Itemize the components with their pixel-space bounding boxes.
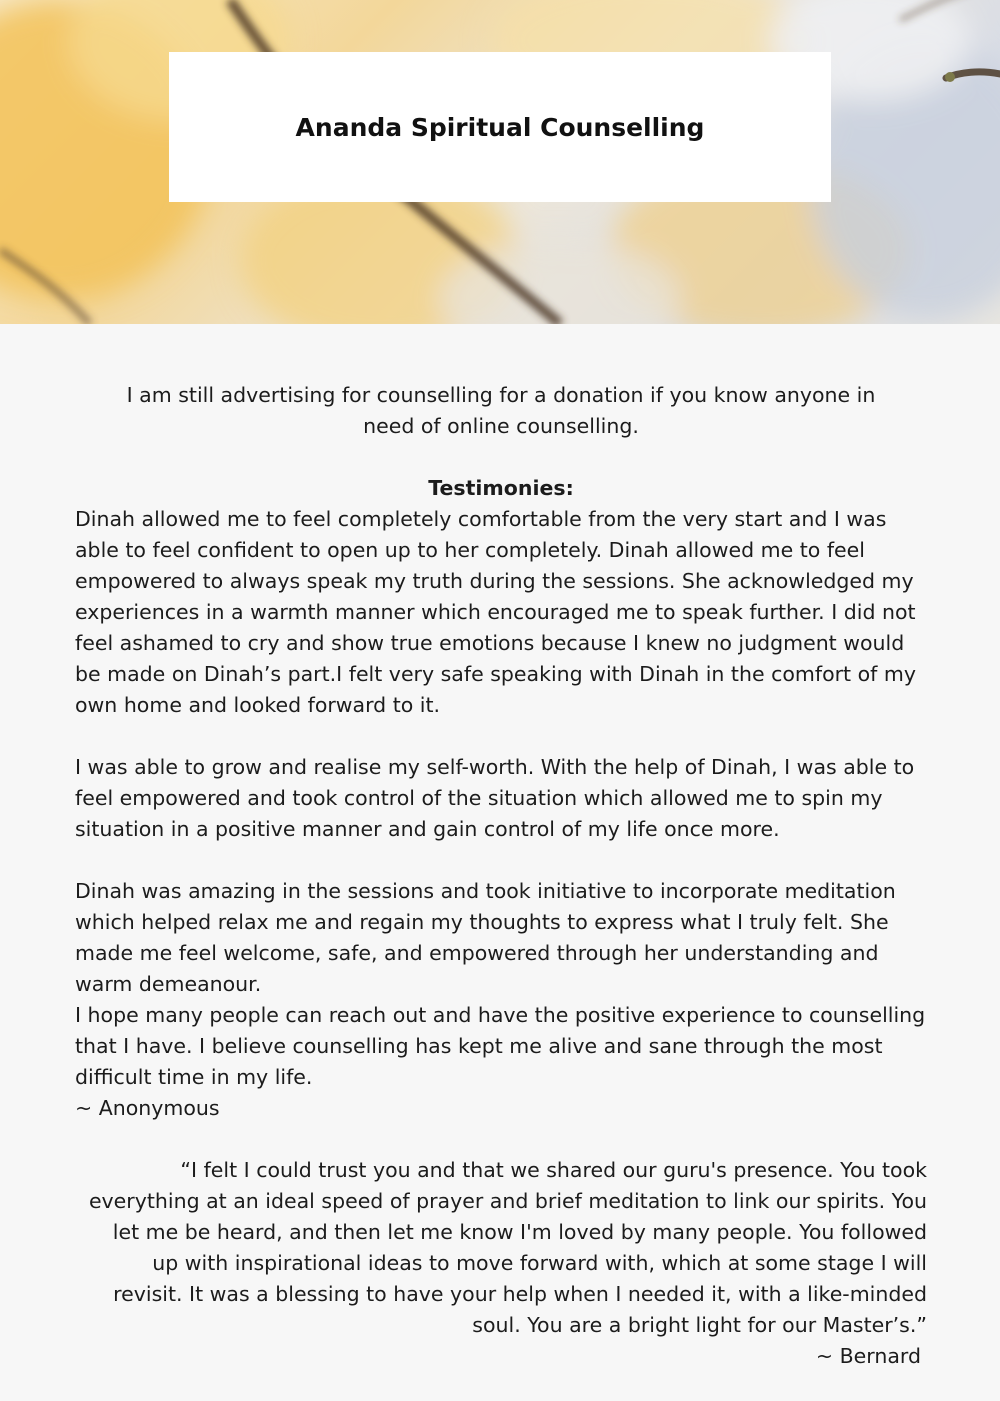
title-card — [169, 52, 831, 202]
main-content — [75, 380, 927, 1372]
spacer — [75, 721, 927, 752]
spacer — [75, 1124, 927, 1155]
testimonies-heading: Testimonies: — [428, 476, 574, 500]
header-banner — [0, 0, 1000, 324]
testimony-1-paragraph-2: I was able to grow and realise my self-worth. With the help of Dinah, I was able to feel empowered and took control of the situation which allowed me to spin my situation in a positive manner and gain control of my life once more. — [75, 755, 915, 841]
intro-text: I am still advertising for counselling for a donation if you know anyone in need of online counselling. — [126, 383, 876, 438]
testimony-2-quote: “I felt I could trust you and that we shared our guru's presence. You took everything at an ideal speed of prayer and brief meditation to link our spirits. You let me be heard, and then let me know I'm loved by many people. You followed up with inspirational ideas to move forward with, which at some stage I will revisit. It was a blessing to have your help when I needed it, with a like-minded soul. You are a bright light for our Master’s.” — [88, 1158, 927, 1337]
testimony-1-signature: ~ Anonymous — [75, 1096, 220, 1120]
testimony-1-paragraph-3: Dinah was amazing in the sessions and took initiative to incorporate meditation which helped relax me and regain my thoughts to express what I truly felt. She made me feel welcome, safe, and empowered through her understanding and warm demeanour. — [75, 879, 896, 996]
testimony-2-signature: ~ Bernard — [815, 1344, 921, 1368]
spacer — [75, 442, 927, 473]
testimony-1-paragraph-1: Dinah allowed me to feel completely comfortable from the very start and I was able to feel confident to open up to her completely. Dinah allowed me to feel empowered to always speak my truth during the sessions. She acknowledged my experiences in a warmth manner which encouraged me to speak further. I did not feel ashamed to cry and show true emotions because I knew no judgment would be made on Dinah’s part.I felt very safe speaking with Dinah in the comfort of my own home and looked forward to it. — [75, 507, 916, 717]
spacer — [75, 845, 927, 876]
testimony-1-paragraph-4: I hope many people can reach out and have the positive experience to counselling that I have. I believe counselling has kept me alive and sane through the most difficult time in my life. — [75, 1003, 926, 1089]
page-title: Ananda Spiritual Counselling — [295, 112, 705, 142]
